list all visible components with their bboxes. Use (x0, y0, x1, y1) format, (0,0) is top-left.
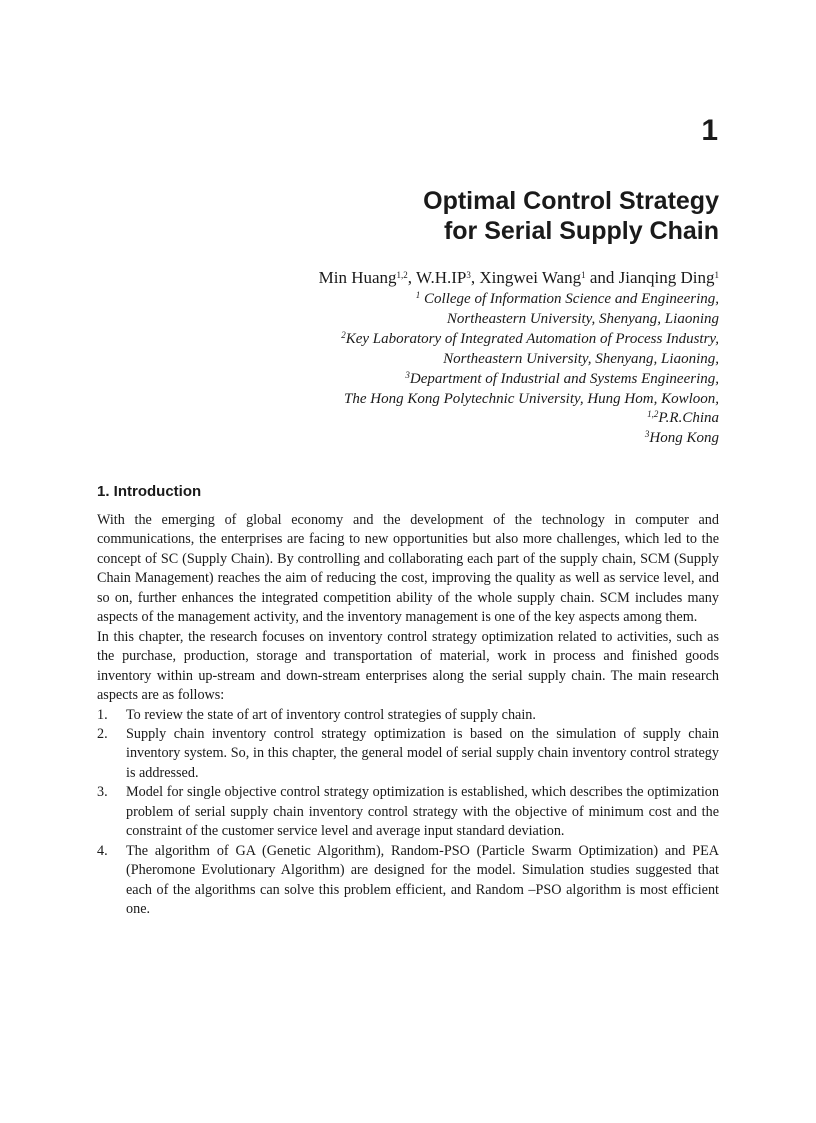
affiliation-line (341, 350, 719, 370)
author-conjunction: and (585, 268, 619, 287)
chapter-title-line-1: Optimal Control Strategy (423, 187, 719, 215)
author-affiliation-mark: 1,2 (396, 270, 408, 280)
affiliation-text: College of Information Science and Engineering, (420, 291, 719, 307)
list-item-text: Supply chain inventory control strategy optimization is based on the simulation of supply chain inventory system. So, in this chapter, the general model of serial supply chain inventory control strategy is addressed. (126, 725, 719, 781)
section-heading: 1. Introduction (97, 483, 202, 500)
list-item (97, 725, 719, 783)
list-item-number: 3. (97, 784, 108, 801)
list-item-number: 4. (97, 842, 108, 859)
affiliation-text: Hong Kong (649, 430, 719, 447)
affiliation-line (341, 390, 719, 410)
list-item (97, 706, 719, 725)
affiliation-text: P.R.China (658, 410, 719, 427)
chapter-title (423, 186, 719, 246)
author-name: Jianqing Ding (618, 268, 715, 287)
author-affiliation-mark: 1 (581, 270, 586, 280)
chapter-number: 1 (701, 114, 718, 147)
author-separator: , (407, 268, 416, 287)
affiliation-line (341, 310, 719, 330)
author-separator: , (470, 268, 480, 287)
author-name: Min Huang (318, 268, 397, 287)
affiliation-mark: 1,2 (647, 409, 659, 420)
author-name: W.H.IP (415, 268, 467, 287)
list-item (97, 842, 719, 920)
affiliations (341, 290, 719, 449)
author-affiliation-mark: 1 (714, 270, 719, 280)
affiliation-text: Northeastern University, Shenyang, Liaoning (446, 310, 719, 327)
list-item-text: To review the state of art of inventory control strategies of supply chain. (126, 706, 536, 723)
affiliation-line (341, 409, 719, 429)
affiliation-line (341, 370, 719, 390)
affiliation-line (341, 429, 719, 449)
research-aspects-list (97, 706, 719, 920)
list-item-text: The algorithm of GA (Genetic Algorithm), Random-PSO (Particle Swarm Optimization) and PEA (Pheromone Evolutionary Algorithm) are designed for the model. Simulation studies suggested that each of the algorithms can solve this problem efficient, and Random –PSO algorithm is most efficient one. (126, 842, 719, 918)
affiliation-text: Department of Industrial and Systems Engineering, (409, 370, 719, 387)
author-list (319, 267, 719, 289)
body-text (97, 511, 719, 920)
list-item (97, 783, 719, 841)
affiliation-text: The Hong Kong Polytechnic University, Hung Hom, Kowloon, (344, 390, 719, 407)
affiliation-text: Northeastern University, Shenyang, Liaoning, (443, 350, 719, 367)
list-item-number: 1. (97, 706, 108, 723)
paragraph: With the emerging of global economy and the development of the technology in computer and communications, the enterprises are facing to new opportunities but also more challenges, which led to the concept of SC (Supply Chain). By controlling and collaborating each part of the supply chain, SCM (Supply Chain Management) reaches the aim of reducing the cost, improving the quality as well as service level, and so on, further enhances the integrated competition ability of the whole supply chain. SCM includes many aspects of the management activity, and the inventory management is one of the key aspects among them. (97, 512, 719, 626)
paragraph: In this chapter, the research focuses on inventory control strategy optimization related to activities, such as the purchase, production, storage and transportation of material, work in process and finished goods inventory within up-stream and down-stream enterprises along the serial supply chain. The main research aspects are as follows: (97, 628, 719, 704)
affiliation-mark: 3 (405, 369, 410, 380)
author-affiliation-mark: 3 (466, 270, 471, 280)
affiliation-mark: 1 (415, 290, 421, 300)
chapter-title-line-2: for Serial Supply Chain (443, 217, 719, 245)
affiliation-mark: 3 (644, 429, 650, 440)
affiliation-line (341, 330, 719, 350)
list-item-text: Model for single objective control strategy optimization is established, which describes the optimization problem of serial supply chain inventory control strategy with the objective of minimum cost and the constraint of the customer service level and average input standard deviation. (126, 784, 719, 840)
list-item-number: 2. (97, 725, 108, 742)
affiliation-mark: 2 (341, 329, 346, 340)
affiliation-text: Key Laboratory of Integrated Automation of Process Industry, (345, 330, 719, 347)
affiliation-line (341, 290, 719, 310)
author-name: Xingwei Wang (479, 268, 582, 287)
